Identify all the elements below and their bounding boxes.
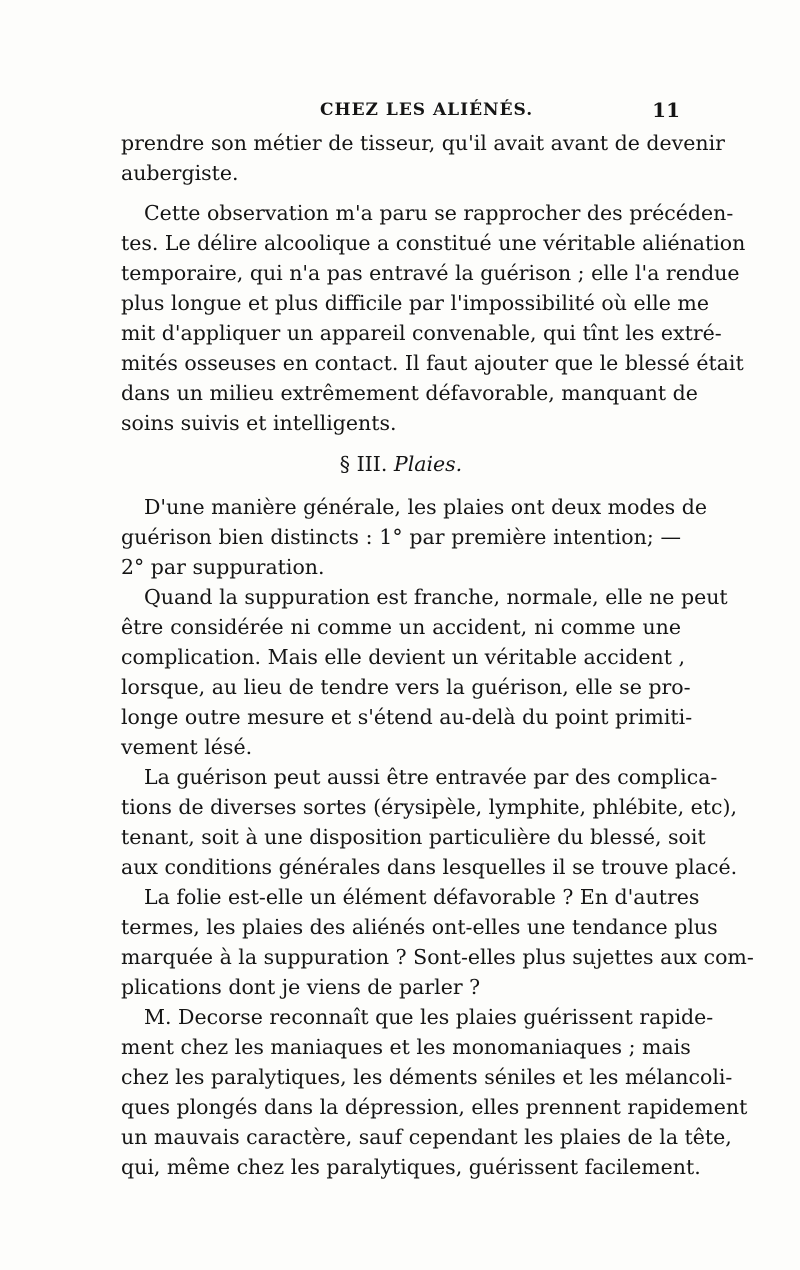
- text-line: mités osseuses en contact. Il faut ajouter que le blessé était: [121, 351, 744, 375]
- text-line: aubergiste.: [121, 161, 239, 185]
- text-line: être considérée ni comme un accident, ni comme une: [121, 615, 681, 639]
- page-number: 11: [652, 98, 680, 122]
- text-line: marquée à la suppuration ? Sont-elles plus sujettes aux com-: [121, 945, 754, 969]
- section-heading: [121, 444, 681, 484]
- text-line: La guérison peut aussi être entravée par des complica-: [144, 765, 718, 789]
- section-title: Plaies.: [393, 452, 463, 476]
- text-line: guérison bien distincts : 1° par première intention; —: [121, 525, 681, 549]
- text-line: ques plongés dans la dépression, elles prennent rapidement: [121, 1095, 748, 1119]
- text-line: ment chez les maniaques et les monomaniaques ; mais: [121, 1035, 691, 1059]
- text-line: Cette observation m'a paru se rapprocher des précéden-: [144, 201, 734, 225]
- body-text: [121, 128, 754, 1182]
- text-line: soins suivis et intelligents.: [121, 411, 397, 435]
- text-line: temporaire, qui n'a pas entravé la guérison ; elle l'a rendue: [121, 261, 740, 285]
- text-line: vement lésé.: [121, 735, 253, 759]
- text-line: qui, même chez les paralytiques, guérissent facilement.: [121, 1155, 701, 1179]
- text-line: 2° par suppuration.: [121, 555, 325, 579]
- text-line: dans un milieu extrêmement défavorable, manquant de: [121, 381, 698, 405]
- text-line: M. Decorse reconnaît que les plaies guérissent rapide-: [144, 1005, 714, 1029]
- text-line: Quand la suppuration est franche, normale, elle ne peut: [144, 585, 728, 609]
- text-line: un mauvais caractère, sauf cependant les plaies de la tête,: [121, 1125, 732, 1149]
- text-line: tes. Le délire alcoolique a constitué une véritable aliénation: [121, 231, 746, 255]
- text-line: longe outre mesure et s'étend au-delà du point primiti-: [121, 705, 693, 729]
- text-line: chez les paralytiques, les déments séniles et les mélancoli-: [121, 1065, 733, 1089]
- running-title: CHEZ LES ALIÉNÉS.: [320, 100, 534, 120]
- text-line: complication. Mais elle devient un véritable accident ,: [121, 645, 686, 669]
- text-line: lorsque, au lieu de tendre vers la guérison, elle se pro-: [121, 675, 691, 699]
- text-line: aux conditions générales dans lesquelles il se trouve placé.: [121, 855, 738, 879]
- text-line: mit d'appliquer un appareil convenable, qui tînt les extré-: [121, 321, 722, 345]
- text-line: D'une manière générale, les plaies ont deux modes de: [144, 495, 707, 519]
- text-line: prendre son métier de tisseur, qu'il avait avant de devenir: [121, 131, 725, 155]
- page-header: [120, 100, 680, 130]
- text-line: plications dont je viens de parler ?: [121, 975, 481, 999]
- text-line: termes, les plaies des aliénés ont-elles une tendance plus: [121, 915, 718, 939]
- section-number: § III.: [339, 452, 388, 476]
- text-line: plus longue et plus difficile par l'impossibilité où elle me: [121, 291, 709, 315]
- text-line: tenant, soit à une disposition particulière du blessé, soit: [121, 825, 706, 849]
- text-line: tions de diverses sortes (érysipèle, lymphite, phlébite, etc),: [121, 795, 737, 819]
- text-line: La folie est-elle un élément défavorable ? En d'autres: [144, 885, 700, 909]
